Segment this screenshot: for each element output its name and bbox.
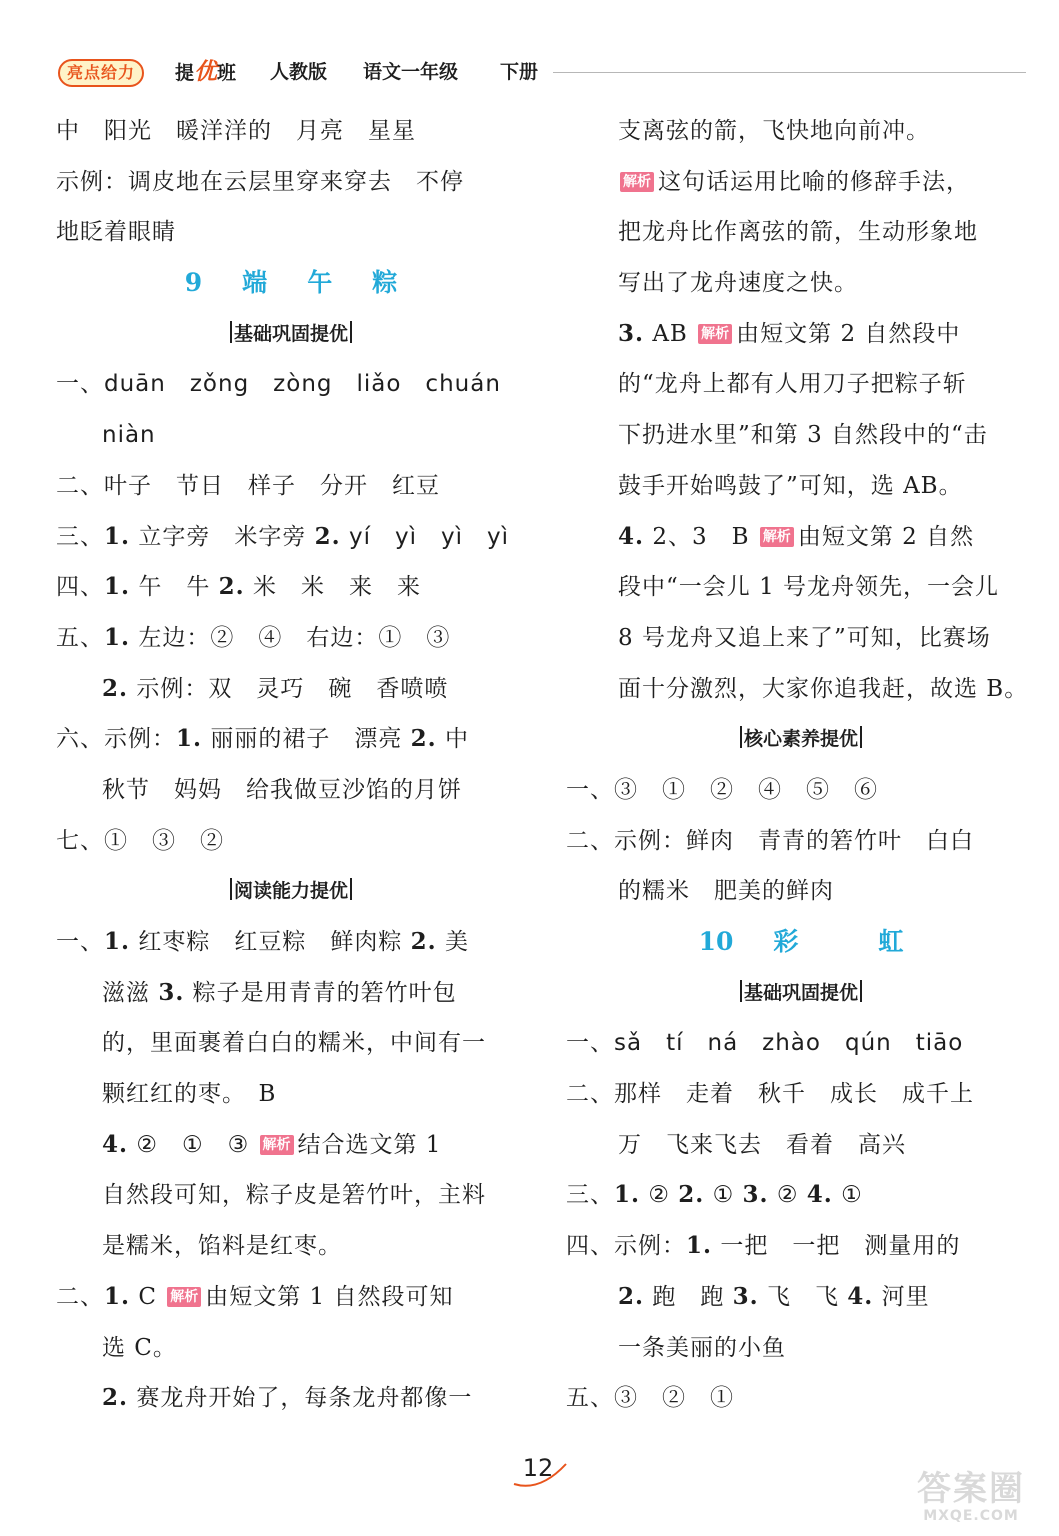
header-rule [553, 72, 1026, 73]
answer-line: 万 飞来飞去 看着 高兴 [618, 1131, 906, 1158]
answer-line: 中 阳光 暖洋洋的 月亮 星星 [56, 118, 416, 144]
answer-line: 四、示例：1. 一把 一把 测量用的 [566, 1232, 961, 1260]
answer-line: 二、1. C 解析 由短文第 1 自然段可知 [56, 1282, 454, 1310]
page-number: 12 [522, 1454, 554, 1482]
lesson-10-title: 10 彩 虹 [698, 927, 904, 956]
volume-label: 下册 [500, 61, 539, 83]
answer-line: 一、1. 红枣粽 红豆粽 鲜肉粽 2. 美 [56, 928, 469, 955]
analysis-tag: 解析 [260, 1135, 294, 1155]
answer-line: 写出了龙舟速度之快。 [618, 270, 858, 297]
answer-line: 段中“一会儿 1 号龙舟领先，一会儿 [618, 574, 1000, 601]
answer-line: 一、③ ① ② ④ ⑤ ⑥ [566, 776, 878, 803]
left-column [56, 106, 526, 1424]
answer-line: 六、示例：1. 丽丽的裙子 漂亮 2. 中 [56, 725, 469, 753]
analysis-tag: 解析 [167, 1287, 201, 1307]
answer-line: 滋滋 3. 粽子是用青青的箬竹叶包 [102, 978, 457, 1006]
answer-line: 五、③ ② ① [566, 1385, 734, 1412]
answer-line: 一、duān zǒng zòng liǎo chuán [56, 371, 501, 398]
right-column [566, 106, 1036, 1424]
answer-line: 的糯米 肥美的鲜肉 [618, 878, 834, 905]
answer-line: 把龙舟比作离弦的箭，生动形象地 [618, 219, 978, 246]
answer-line: 一条美丽的小鱼 [618, 1334, 786, 1361]
answer-line: 解析 这句话运用比喻的修辞手法， [566, 157, 1036, 208]
lesson-9-title: 9 端 午 粽 [184, 268, 398, 298]
edition-label: 人教版 [270, 61, 328, 83]
series-title: 提优班 [175, 59, 237, 85]
answer-line: 4. 2、3 B 解析 由短文第 2 自然 [618, 522, 975, 550]
section-heading-basic: 基础巩固提优 [566, 968, 1036, 1019]
answer-line: 支离弦的箭，飞快地向前冲。 [618, 118, 930, 144]
answer-line: 颗红红的枣。 B [102, 1081, 277, 1108]
answer-line: niàn [102, 422, 156, 449]
section-heading-core: 核心素养提优 [566, 714, 1036, 765]
answer-line: 的，里面裹着白白的糯米，中间有一 [102, 1030, 486, 1057]
answer-line: 七、① ③ ② [56, 827, 224, 854]
answer-line: 鼓手开始鸣鼓了”可知，选 AB。 [618, 472, 963, 499]
answer-line: 一、sǎ tí ná zhào qún tiāo [566, 1030, 964, 1057]
answer-line: 五、1. 左边：② ④ 右边：① ③ [56, 623, 451, 651]
analysis-tag: 解析 [760, 527, 794, 547]
answer-line: 是糯米，馅料是红枣。 [102, 1233, 342, 1260]
watermark-url: MXQE.COM [923, 1508, 1019, 1524]
answer-line: 秋节 妈妈 给我做豆沙馅的月饼 [102, 776, 462, 803]
answer-line: 二、叶子 节日 样子 分开 红豆 [56, 472, 440, 499]
answer-line: 地眨着眼睛 [56, 219, 176, 246]
analysis-tag: 解析 [620, 172, 654, 192]
answer-line: 8 号龙舟又追上来了”可知，比赛场 [618, 624, 991, 651]
answer-line: 三、1. ② 2. ① 3. ② 4. ① [566, 1181, 863, 1209]
answer-line: 自然段可知，粽子皮是箬竹叶，主料 [102, 1182, 486, 1209]
answer-line: 2. 跑 跑 3. 飞 飞 4. 河里 [618, 1282, 930, 1310]
page-header [58, 56, 1026, 92]
answer-line: 二、示例：鲜肉 青青的箬竹叶 白白 [566, 827, 974, 854]
answer-line: 二、那样 走着 秋千 成长 成千上 [566, 1081, 974, 1108]
answer-line: 2. 赛龙舟开始了，每条龙舟都像一 [102, 1384, 473, 1412]
answer-line: 选 C。 [102, 1334, 177, 1361]
answer-line: 4. ② ① ③ 解析 结合选文第 1 [102, 1130, 442, 1158]
answer-line: 2. 示例：双 灵巧 碗 香喷喷 [102, 674, 449, 702]
subject-label: 语文一年级 [363, 61, 459, 83]
answer-line: 示例：调皮地在云层里穿来穿去 不停 [56, 168, 464, 195]
watermark-text: 答案圈 [917, 1469, 1025, 1509]
section-heading-reading: 阅读能力提优 [56, 866, 526, 917]
answer-line: 四、1. 午 牛 2. 米 米 来 来 [56, 573, 421, 601]
answer-line: 面十分激烈，大家你追我赶，故选 B。 [618, 675, 1029, 702]
answer-line: 3. AB 解析 由短文第 2 自然段中 [618, 319, 961, 347]
section-heading-basic: 基础巩固提优 [56, 309, 526, 360]
brand-badge: 亮点给力 [58, 59, 144, 87]
answer-line: 三、1. 立字旁 米字旁 2. yí yì yì yì [56, 522, 509, 550]
answer-line: 下扔进水里”和第 3 自然段中的“击 [618, 422, 988, 449]
answer-line: 的“龙舟上都有人用刀子把粽子斩 [618, 371, 967, 398]
watermark [896, 1470, 1046, 1526]
analysis-tag: 解析 [698, 324, 732, 344]
